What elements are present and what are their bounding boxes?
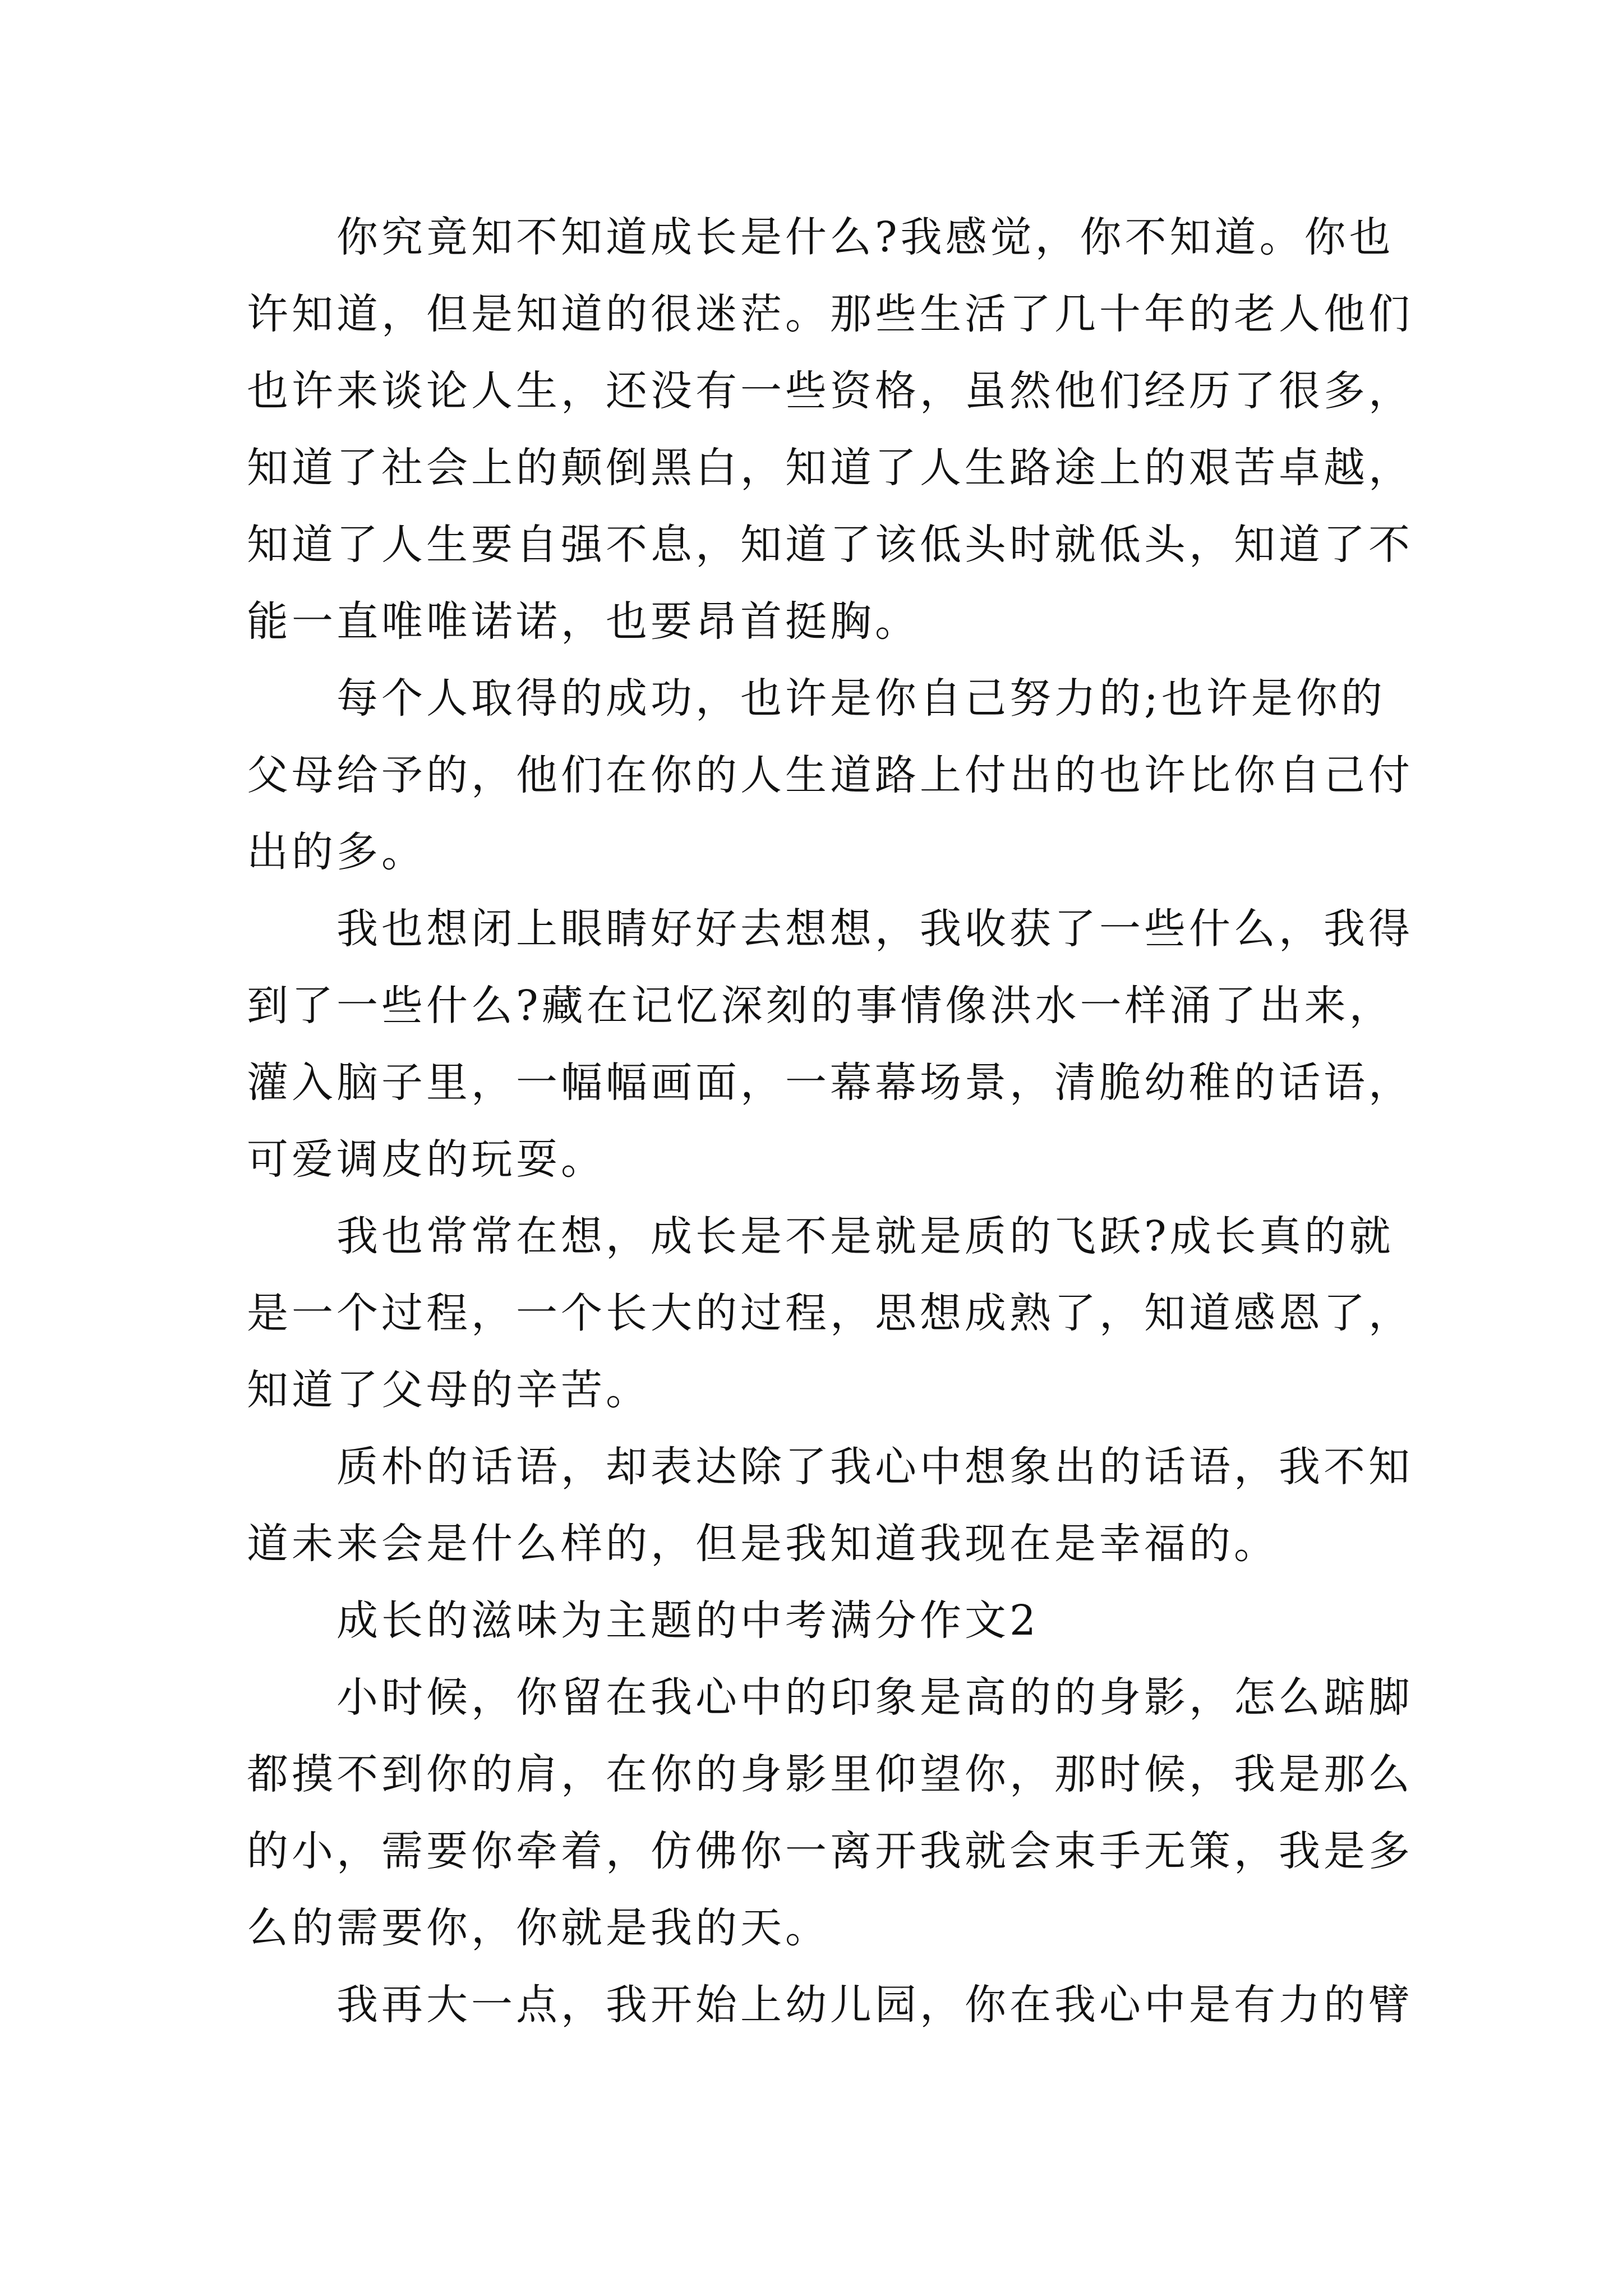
text-line: 知道了父母的辛苦。	[247, 1366, 651, 1414]
text-line: 我也想闭上眼睛好好去想想，我收获了一些什么，我得	[336, 905, 1413, 953]
paragraph-2	[247, 660, 1413, 891]
text-line: 质朴的话语，却表达除了我心中想象出的话语，我不知	[336, 1443, 1413, 1491]
text-line: 知道了人生要自强不息，知道了该低头时就低头，知道了不	[247, 521, 1413, 569]
paragraph-5	[247, 1429, 1413, 1582]
text-line: 我再大一点，我开始上幼儿园，你在我心中是有力的臂	[336, 1981, 1413, 2029]
text-line: 的小，需要你牵着，仿佛你一离开我就会束手无策，我是多	[247, 1827, 1413, 1875]
heading-text: 成长的滋味为主题的中考满分作文2	[336, 1596, 1040, 1645]
text-line: 么的需要你，你就是我的天。	[247, 1904, 830, 1952]
text-line: 许知道，但是知道的很迷茫。那些生活了几十年的老人他们	[247, 290, 1413, 338]
paragraph-3	[247, 891, 1413, 1198]
text-line: 可爱调皮的玩耍。	[247, 1135, 606, 1184]
text-line: 小时候，你留在我心中的印象是高的的身影，怎么踮脚	[336, 1673, 1413, 1722]
text-line: 也许来谈论人生，还没有一些资格，虽然他们经历了很多，	[247, 367, 1413, 415]
paragraph-4	[247, 1198, 1413, 1429]
text-line: 能一直唯唯诺诺，也要昂首挺胸。	[247, 597, 920, 646]
text-line: 我也常常在想，成长是不是就是质的飞跃?成长真的就	[336, 1212, 1394, 1260]
document-body	[247, 199, 1413, 2044]
text-line: 道未来会是什么样的，但是我知道我现在是幸福的。	[247, 1520, 1279, 1568]
text-line: 出的多。	[247, 828, 426, 876]
text-line: 父母给予的，他们在你的人生道路上付出的也许比你自己付	[247, 751, 1413, 799]
text-line: 是一个过程，一个长大的过程，思想成熟了，知道感恩了，	[247, 1289, 1413, 1337]
text-line: 知道了社会上的颠倒黑白，知道了人生路途上的艰苦卓越，	[247, 444, 1413, 492]
paragraph-7	[247, 1967, 1413, 2044]
section-heading	[247, 1582, 1385, 1659]
text-line: 你究竟知不知道成长是什么?我感觉，你不知道。你也	[336, 213, 1394, 261]
text-line: 都摸不到你的肩，在你的身影里仰望你，那时候，我是那么	[247, 1750, 1413, 1798]
paragraph-1	[247, 199, 1413, 660]
text-line: 到了一些什么?藏在记忆深刻的事情像洪水一样涌了出来，	[247, 982, 1394, 1030]
paragraph-6	[247, 1659, 1413, 1967]
text-line: 每个人取得的成功，也许是你自己努力的;也许是你的	[336, 674, 1386, 723]
text-line: 灌入脑子里，一幅幅画面，一幕幕场景，清脆幼稚的话语，	[247, 1059, 1413, 1107]
